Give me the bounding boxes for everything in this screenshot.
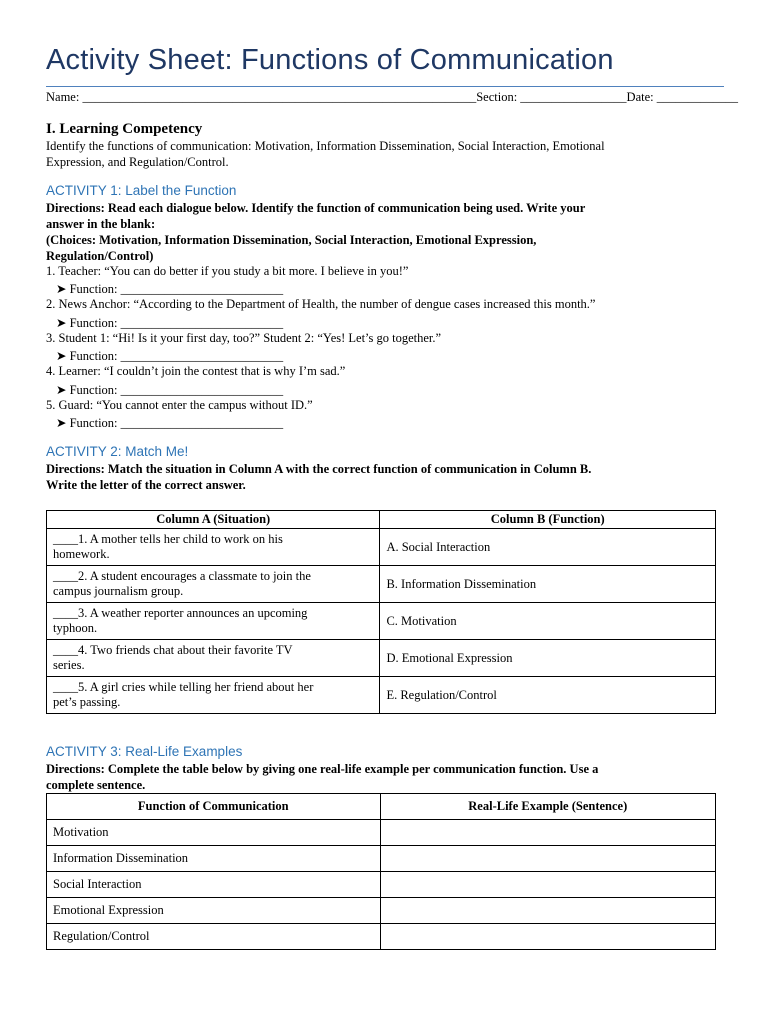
function-cell: D. Emotional Expression xyxy=(380,640,716,677)
activity1-directions-line-1: Directions: Read each dialogue below. Identify the function of communication being used. Write your xyxy=(46,201,586,215)
activity1-item-1: 1. Teacher: “You can do better if you study a bit more. I believe in you!” xyxy=(46,264,409,278)
function-cell: B. Information Dissemination xyxy=(380,566,716,603)
activity1-function-blank-1[interactable]: ➤ Function: __________________________ xyxy=(56,282,284,296)
function-cell: E. Regulation/Control xyxy=(380,677,716,714)
activity2-directions-line-2: Write the letter of the correct answer. xyxy=(46,478,246,492)
example-answer-cell[interactable] xyxy=(380,924,715,950)
competency-text-line-1: Identify the functions of communication: Motivation, Information Dissemination, Social Interaction, Emotional xyxy=(46,139,605,153)
function-name-cell: Social Interaction xyxy=(47,872,381,898)
function-name-cell: Information Dissemination xyxy=(47,846,381,872)
column-b-header: Column B (Function) xyxy=(380,511,716,529)
example-answer-cell[interactable] xyxy=(380,846,715,872)
activity1-function-blank-5[interactable]: ➤ Function: __________________________ xyxy=(56,416,284,430)
matching-table xyxy=(46,510,716,714)
competency-text-line-2: Expression, and Regulation/Control. xyxy=(46,155,229,169)
activity3-directions-line-2: complete sentence. xyxy=(46,778,146,792)
situation-cell[interactable]: ____2. A student encourages a classmate to join the campus journalism group. xyxy=(47,566,380,603)
title-divider xyxy=(46,86,724,87)
table-row xyxy=(47,566,716,603)
function-name-cell: Emotional Expression xyxy=(47,898,381,924)
situation-cell[interactable]: ____4. Two friends chat about their favorite TV series. xyxy=(47,640,380,677)
name-section-date-line[interactable]: Name: _______________________________________________________________Section: _________________Date: _____________ xyxy=(46,90,738,104)
activity2-title: ACTIVITY 2: Match Me! xyxy=(46,444,189,459)
table-row xyxy=(47,846,716,872)
activity1-directions-line-2: answer in the blank: xyxy=(46,217,156,231)
table-row xyxy=(47,677,716,714)
table-row xyxy=(47,603,716,640)
activity1-choices-line-1: (Choices: Motivation, Information Dissemination, Social Interaction, Emotional Expression, xyxy=(46,233,537,247)
page-title: Activity Sheet: Functions of Communication xyxy=(46,44,614,76)
situation-cell[interactable]: ____5. A girl cries while telling her friend about her pet’s passing. xyxy=(47,677,380,714)
activity3-title: ACTIVITY 3: Real-Life Examples xyxy=(46,744,243,759)
activity1-function-blank-2[interactable]: ➤ Function: __________________________ xyxy=(56,316,284,330)
activity1-title: ACTIVITY 1: Label the Function xyxy=(46,183,237,198)
table-row xyxy=(47,820,716,846)
table-row xyxy=(47,872,716,898)
example-column-header: Real-Life Example (Sentence) xyxy=(380,794,715,820)
function-cell: C. Motivation xyxy=(380,603,716,640)
example-answer-cell[interactable] xyxy=(380,820,715,846)
function-cell: A. Social Interaction xyxy=(380,529,716,566)
situation-cell[interactable]: ____3. A weather reporter announces an upcoming typhoon. xyxy=(47,603,380,640)
activity1-function-blank-3[interactable]: ➤ Function: __________________________ xyxy=(56,349,284,363)
table-row xyxy=(47,529,716,566)
examples-table-header xyxy=(47,794,716,820)
column-a-header: Column A (Situation) xyxy=(47,511,380,529)
example-answer-cell[interactable] xyxy=(380,872,715,898)
activity1-item-5: 5. Guard: “You cannot enter the campus without ID.” xyxy=(46,398,313,412)
function-name-cell: Regulation/Control xyxy=(47,924,381,950)
real-life-examples-table xyxy=(46,793,716,950)
matching-table-header xyxy=(47,511,716,529)
table-row xyxy=(47,640,716,677)
activity2-directions-line-1: Directions: Match the situation in Column A with the correct function of communication in Column B. xyxy=(46,462,592,476)
situation-cell[interactable]: ____1. A mother tells her child to work on his homework. xyxy=(47,529,380,566)
activity1-item-2: 2. News Anchor: “According to the Department of Health, the number of dengue cases increased this month.” xyxy=(46,297,596,311)
table-row xyxy=(47,924,716,950)
table-row xyxy=(47,898,716,924)
activity1-item-3: 3. Student 1: “Hi! Is it your first day, too?” Student 2: “Yes! Let’s go together.” xyxy=(46,331,442,345)
function-column-header: Function of Communication xyxy=(47,794,381,820)
activity1-choices-line-2: Regulation/Control) xyxy=(46,249,154,263)
example-answer-cell[interactable] xyxy=(380,898,715,924)
function-name-cell: Motivation xyxy=(47,820,381,846)
competency-heading: I. Learning Competency xyxy=(46,121,203,137)
activity3-directions-line-1: Directions: Complete the table below by giving one real-life example per communication function. Use a xyxy=(46,762,599,776)
activity1-function-blank-4[interactable]: ➤ Function: __________________________ xyxy=(56,383,284,397)
activity1-item-4: 4. Learner: “I couldn’t join the contest that is why I’m sad.” xyxy=(46,364,346,378)
